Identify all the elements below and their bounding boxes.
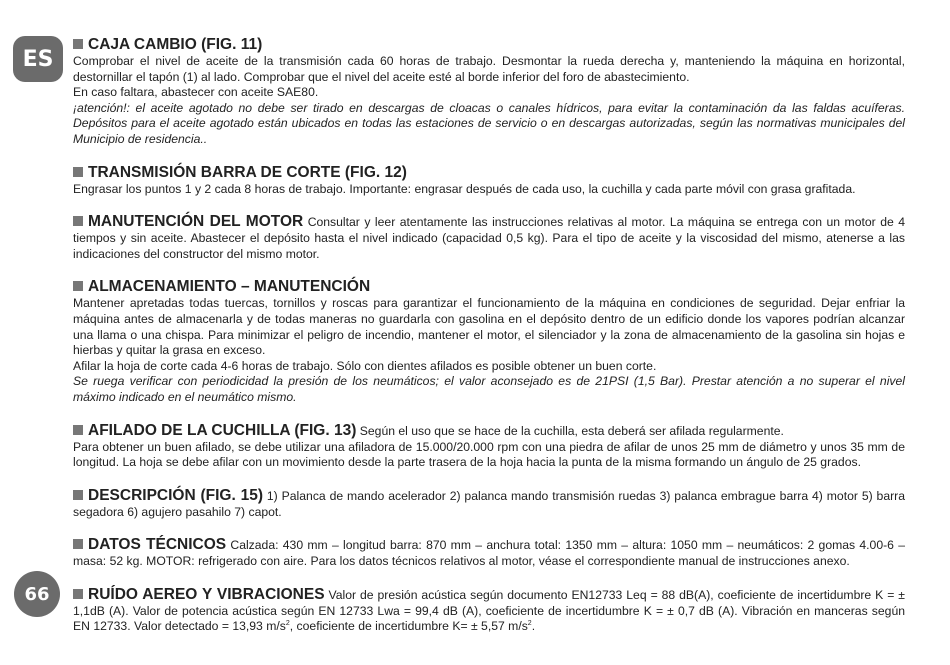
warning-paragraph: ¡atención!: el aceite agotado no debe ser tirado en descargas de cloacas o canales hídricos, para evitar la contaminación da las faldas acuíferas. Depósitos para el aceite agotado están ubicados en todas las estaciones de servicio o en descargas autorizadas, según las normativas municipales del Municipio de residencia..	[73, 100, 905, 146]
inline-text: Calzada: 430 mm – longitud barra: 870 mm – anchura total: 1350 mm – altura: 1050 mm – neumáticos: 2 gomas 4.00-6 – masa: 52 kg. MOTOR: refrigerado con aire. Para los datos técnicos relativos al motor, véase el correspondiente manual de instrucciones anexo.	[73, 538, 906, 569]
superscript: 2	[285, 620, 290, 628]
paragraph: Afilar la hoja de corte cada 4-6 horas de trabajo. Sólo con dientes afilados es posible obtener un buen corte.	[73, 358, 657, 373]
square-bullet-icon	[73, 167, 83, 177]
square-bullet-icon	[73, 539, 83, 549]
paragraph	[73, 422, 905, 440]
section-storage	[73, 278, 905, 405]
heading-text: RUÍDO AEREO Y VIBRACIONES	[88, 585, 325, 603]
section-heading	[73, 278, 905, 296]
paragraph: Mantener apretadas todas tuercas, tornillos y roscas para garantizar el funcionamiento de la máquina en condiciones de seguridad. Dejar enfriar la máquina antes de almacenarla y de todas maneras no guardarla con gasolina en el depósito dentro de un edificio donde los vapores podrían alcanzar una llama o una chispa. Para minimizar el peligro de incendio, mantener el motor, el silenciador y la zona de almacenamiento de la gasolina sin hojas e hierbas y quitar la grasa en exceso.	[73, 296, 905, 358]
heading-text: DATOS TÉCNICOS	[88, 536, 227, 554]
section-heading	[73, 36, 905, 54]
heading-text: DESCRIPCIÓN (FIG. 15)	[88, 486, 263, 504]
square-bullet-icon	[73, 490, 83, 500]
heading-text: ALMACENAMIENTO – MANUTENCIÓN	[88, 278, 371, 296]
paragraph: Engrasar los puntos 1 y 2 cada 8 horas de trabajo. Importante: engrasar después de cada uso, la cuchilla y cada parte móvil con grasa grafitada.	[73, 181, 856, 196]
inline-text: Valor de presión acústica según documento EN12733 Leq = 88 dB(A), coeficiente de incertidumbre K = ± 1,1dB (A). Valor de potencia acústica según EN 12733 Lwa = 99,4 dB (A), coeficiente de incertidumbre K = ± 0,7 dB (A). Vibración en manceras según EN 12733. Valor detectado = 13,93 m/s	[73, 587, 905, 634]
inline-text: Consultar y leer atentamente las instrucciones relativas al motor. La máquina se entrega con un motor de 4 tiempos y sin aceite. Abastecer el depósito hasta el nivel indicado (capacidad 0,5 kg). Para el tipo de aceite y la viscosidad del mismo, atenerse a las indicaciones del constructor del mismo motor.	[73, 215, 906, 261]
section-cutting-bar	[73, 164, 905, 198]
section-sharpening	[73, 422, 905, 471]
paragraph	[73, 213, 905, 262]
paragraph: Comprobar el nivel de aceite de la transmisión cada 60 horas de trabajo. Desmontar la rueda derecha y, manteniendo la máquina en horizontal, destornillar el tapón (1) al lado. Comprobar que el nivel del aceite esté al borde inferior del foro de abastecimiento.	[73, 54, 905, 84]
paragraph	[73, 586, 905, 635]
section-gearbox	[73, 36, 905, 148]
square-bullet-icon	[73, 281, 83, 291]
section-noise-vibration	[73, 586, 905, 635]
inline-text: Según el uso que se hace de la cuchilla, esta deberá ser afilada regularmente.	[359, 423, 784, 438]
page-number-badge: 66	[14, 571, 60, 617]
section-description	[73, 487, 905, 521]
language-tab: ES	[13, 36, 63, 82]
square-bullet-icon	[73, 425, 83, 435]
section-engine	[73, 213, 905, 262]
section-heading	[73, 213, 303, 230]
italic-paragraph: Se ruega verificar con periodicidad la presión de los neumáticos; el valor aconsejado es de 21PSI (1,5 Bar). Prestar atención a no superar el nivel máximo indicado en el neumático mismo.	[73, 374, 905, 404]
inline-text: , coeficiente de incertidumbre K= ± 5,57 m/s	[289, 619, 528, 634]
section-heading	[73, 164, 905, 182]
paragraph: En caso faltara, abastecer con aceite SAE80.	[73, 85, 319, 100]
inline-text: .	[531, 619, 536, 634]
section-technical-data	[73, 536, 905, 570]
heading-text: MANUTENCIÓN DEL MOTOR	[88, 213, 304, 231]
paragraph	[73, 487, 905, 521]
square-bullet-icon	[73, 216, 83, 226]
square-bullet-icon	[73, 39, 83, 49]
square-bullet-icon	[73, 589, 83, 599]
heading-text: TRANSMISIÓN BARRA DE CORTE (FIG. 12)	[88, 163, 407, 181]
manual-content	[73, 36, 905, 651]
paragraph: Para obtener un buen afilado, se debe utilizar una afiladora de 15.000/20.000 rpm con una piedra de afilar de unos 25 mm de diámetro y unos 35 mm de longitud. La hoja se debe afilar con un movimiento desde la parte trasera de la hoja hacia la punta de la misma formando un ángulo de 25 grados.	[73, 439, 905, 470]
section-heading	[73, 536, 226, 553]
section-heading	[73, 586, 325, 603]
paragraph	[73, 536, 905, 570]
heading-text: AFILADO DE LA CUCHILLA (FIG. 13)	[88, 421, 357, 439]
superscript: 2	[527, 620, 532, 628]
heading-text: CAJA CAMBIO (FIG. 11)	[88, 36, 263, 53]
section-heading	[73, 487, 263, 504]
inline-text: 1) Palanca de mando acelerador 2) palanca mando transmisión ruedas 3) palanca embrague barra 4) motor 5) barra segadora 6) agujero pasahilo 7) capot.	[73, 488, 906, 519]
section-heading	[73, 422, 356, 439]
